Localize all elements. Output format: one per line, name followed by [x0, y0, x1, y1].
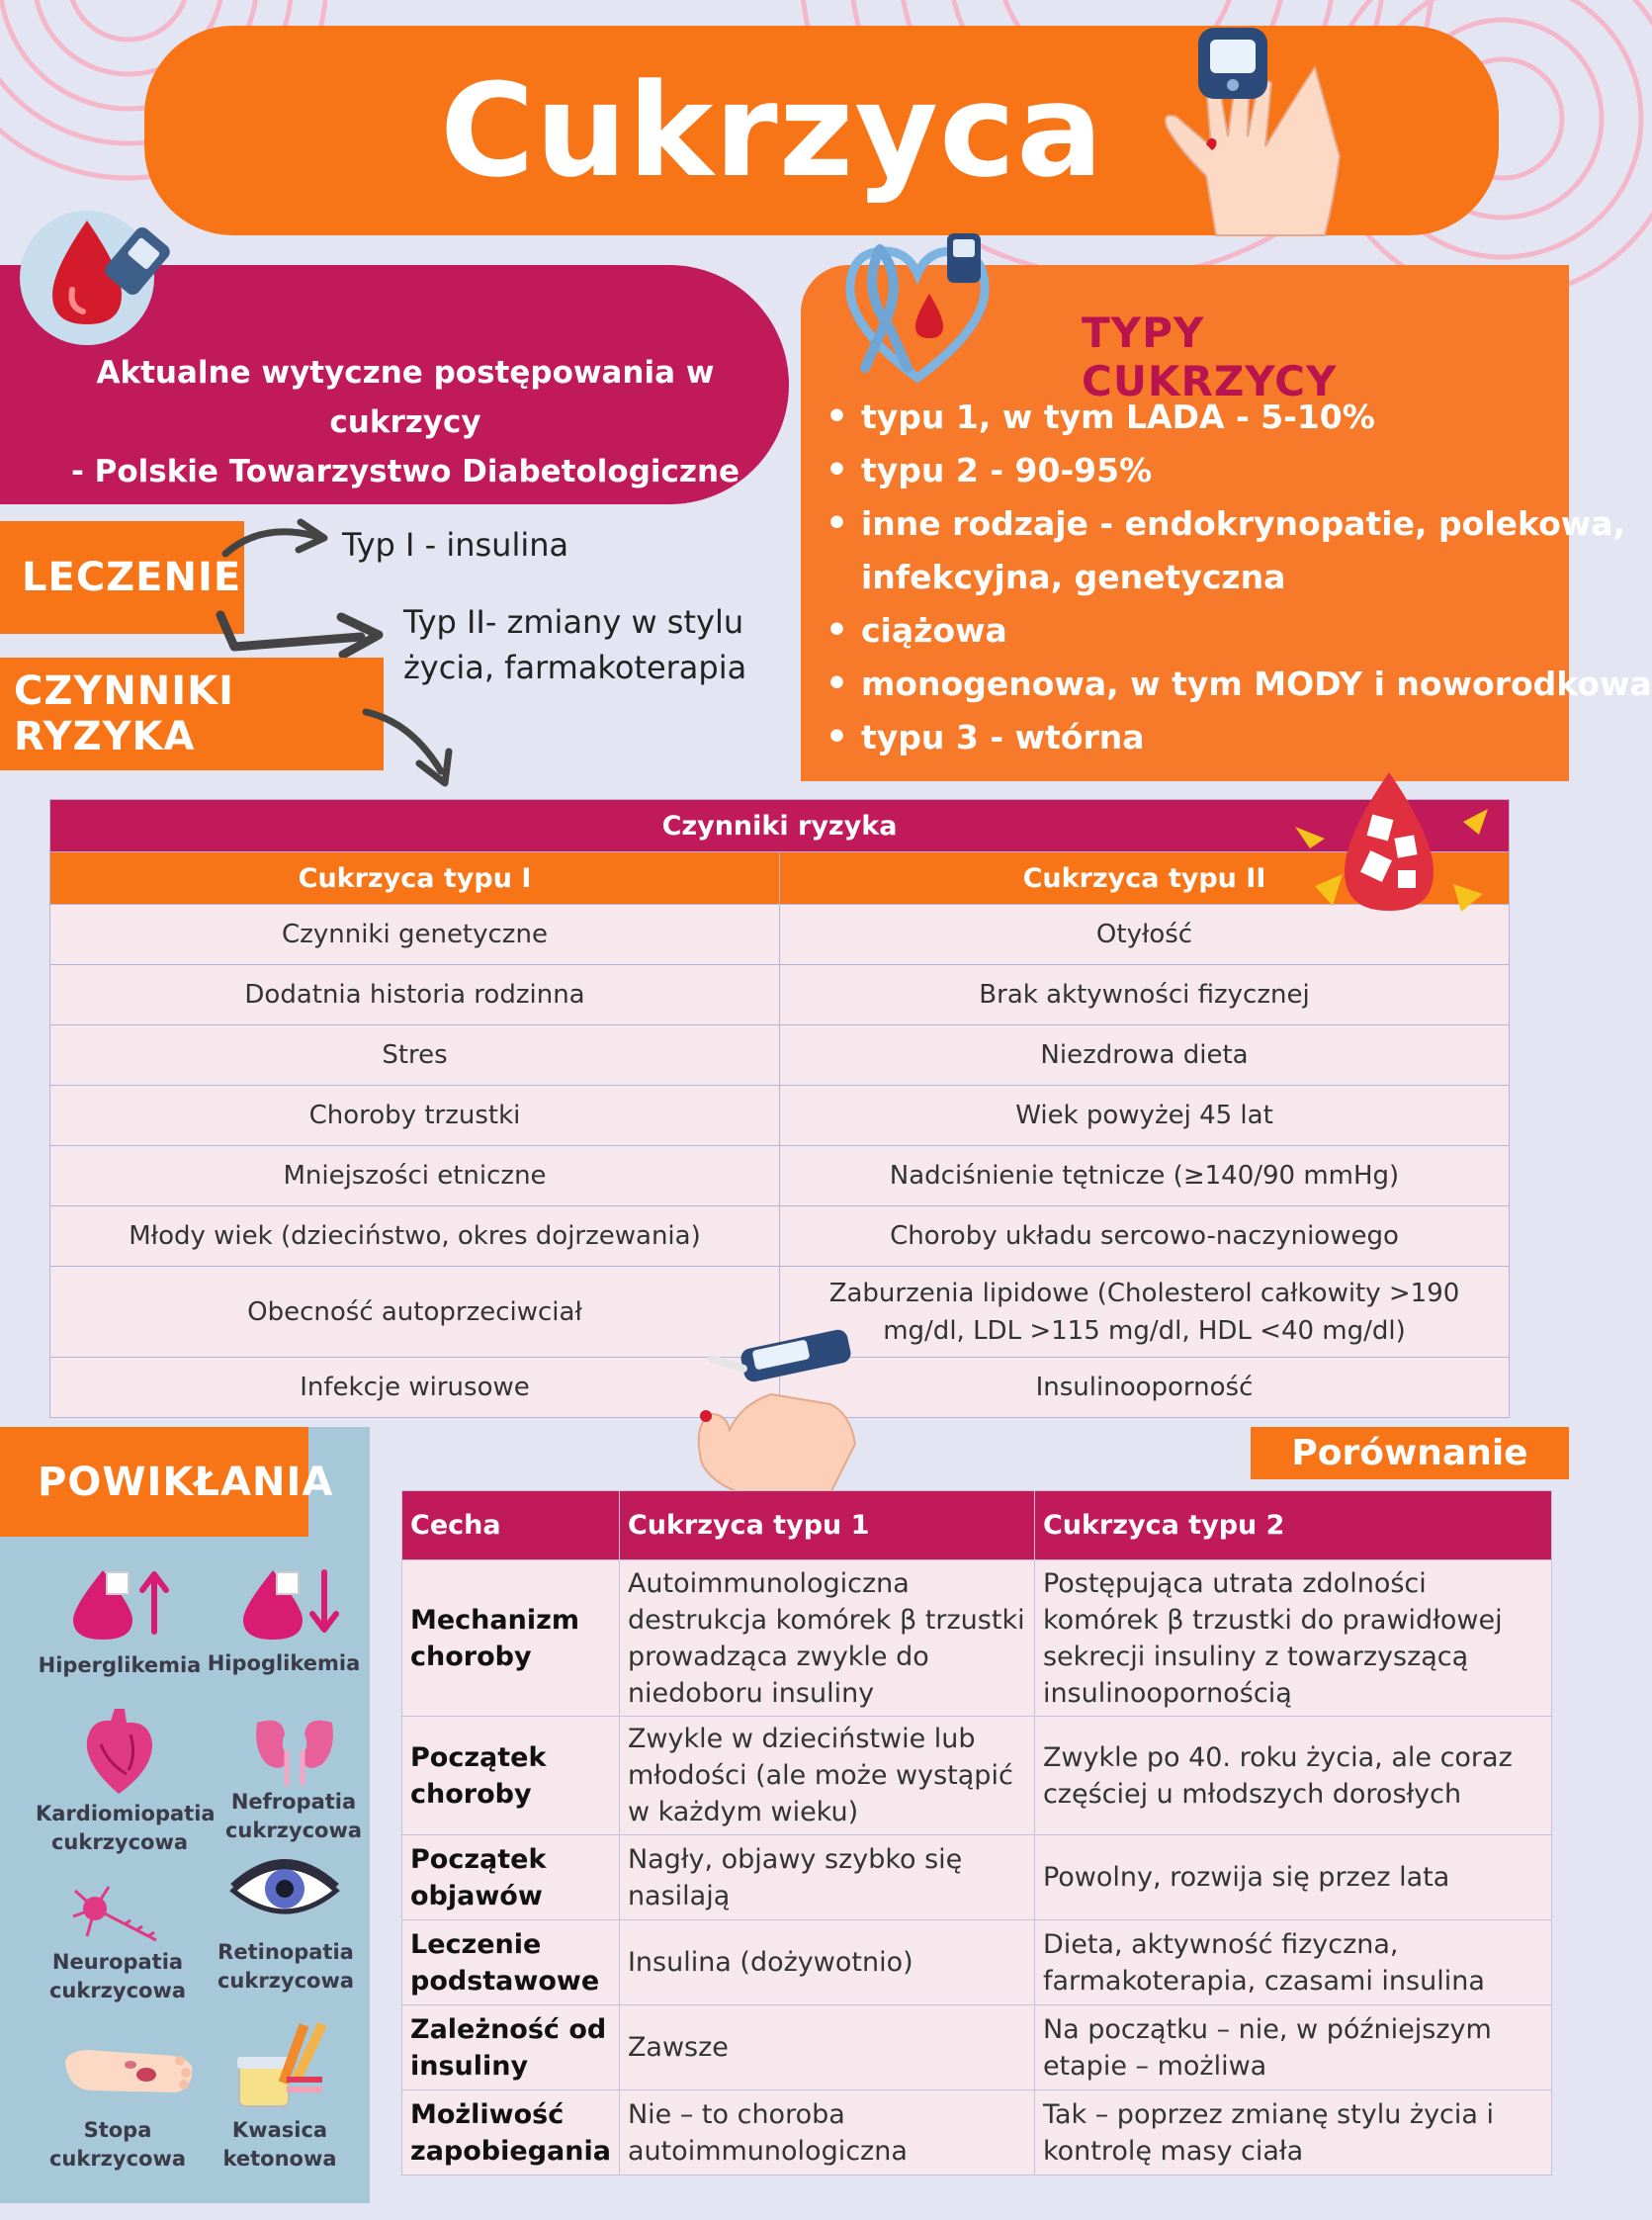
list-item-line: infekcyjna, genetyczna [861, 558, 1286, 596]
table-cell: Autoimmunologiczna destrukcja komórek β trzustki prowadząca zwykle do niedoboru insuliny [619, 1560, 1034, 1717]
table-cell: Stres [50, 1025, 780, 1086]
table-cell: Na początku – nie, w późniejszym etapie – możliwa [1034, 2005, 1551, 2090]
table-cell: Początek choroby [402, 1717, 620, 1835]
comparison-header-type2: Cukrzyca typu 2 [1034, 1491, 1551, 1560]
heart-icon [79, 1705, 158, 1796]
hypoglycemia-icon [235, 1562, 344, 1642]
comparison-table [401, 1490, 1552, 2176]
list-item: • typu 1, w tym LADA - 5-10% [826, 391, 1577, 444]
neuron-icon [65, 1881, 164, 1946]
list-item: • typu 3 - wtórna [826, 711, 1577, 764]
arrow-icon [362, 702, 461, 791]
page-title: Cukrzyca [440, 55, 1104, 206]
table-cell: Zaburzenia lipidowe (Cholesterol całkowity >190 mg/dl, LDL >115 mg/dl, HDL <40 mg/dl) [780, 1267, 1510, 1358]
sugar-blood-drop-icon [1285, 767, 1493, 935]
table-row [402, 2005, 1552, 2090]
table-cell: Możliwość zapobiegania [402, 2090, 620, 2176]
table-cell: Dieta, aktywność fizyczna, farmakoterapia, czasami insulina [1034, 1920, 1551, 2005]
treatment-type1: Typ I - insulina [342, 526, 569, 564]
table-cell: Postępująca utrata zdolności komórek β trzustki do prawidłowej sekrecji insuliny z towarzyszącą insulinoopornością [1034, 1560, 1551, 1717]
guidelines-line2: - Polskie Towarzystwo Diabetologiczne [70, 454, 740, 489]
risk-col-type1: Cukrzyca typu I [50, 852, 780, 905]
table-cell: Obecność autoprzeciwciał [50, 1267, 780, 1358]
foot-icon [61, 2041, 196, 2098]
risk-col-type2: Cukrzyca typu II [780, 852, 1510, 905]
glucometer-finger-icon [682, 1335, 860, 1493]
comparison-label: Porównanie [1251, 1427, 1569, 1479]
treatment-label: LECZENIE [0, 521, 244, 634]
table-cell: Zwykle po 40. roku życia, ale coraz częściej u młodszych dorosłych [1034, 1717, 1551, 1835]
complication-nephropathy: Nefropatia cukrzycowa [224, 1790, 363, 1842]
table-cell: Choroby układu sercowo-naczyniowego [780, 1206, 1510, 1267]
table-row [50, 1086, 1510, 1146]
table-row [50, 1206, 1510, 1267]
list-item [826, 497, 1626, 604]
comparison-header-type1: Cukrzyca typu 1 [619, 1491, 1034, 1560]
heart-ribbon-glucometer-icon [830, 229, 1003, 388]
complication-neuropathy: Neuropatia cukrzycowa [48, 1950, 187, 2002]
glucometer-hand-icon [1137, 28, 1345, 235]
table-cell: Insulinooporność [780, 1358, 1510, 1418]
hyperglycemia-icon [65, 1562, 174, 1642]
table-cell: Dodatnia historia rodzinna [50, 965, 780, 1025]
table-row [50, 965, 1510, 1025]
arrow-icon [221, 514, 332, 564]
table-cell: Insulina (dożywotnio) [619, 1920, 1034, 2005]
risk-table-title: Czynniki ryzyka [50, 800, 1510, 852]
complication-hyperglycemia: Hiperglikemia [38, 1653, 202, 1677]
table-cell: Młody wiek (dzieciństwo, okres dojrzewania) [50, 1206, 780, 1267]
table-cell: Niezdrowa dieta [780, 1025, 1510, 1086]
complication-hypoglycemia: Hipoglikemia [207, 1651, 361, 1675]
table-cell: Wiek powyżej 45 lat [780, 1086, 1510, 1146]
treatment-type2-line1: Typ II- zmiany w stylu [403, 603, 744, 641]
arrow-icon [213, 601, 391, 661]
table-cell: Zawsze [619, 2005, 1034, 2090]
table-row [402, 1717, 1552, 1835]
table-cell: Brak aktywności fizycznej [780, 965, 1510, 1025]
table-row [402, 1835, 1552, 1920]
table-cell: Infekcje wirusowe [50, 1358, 780, 1418]
table-row [402, 1560, 1552, 1717]
complication-retinopathy: Retinopatia cukrzycowa [217, 1940, 355, 1993]
table-cell: Nadciśnienie tętnicze (≥140/90 mmHg) [780, 1146, 1510, 1206]
risk-factors-label: CZYNNIKI RYZYKA [0, 658, 384, 770]
table-cell: Tak – poprzez zmianę stylu życia i kontrolę masy ciała [1034, 2090, 1551, 2176]
table-cell: Leczenie podstawowe [402, 1920, 620, 2005]
complication-ketoacidosis: Kwasica ketonowa [222, 2118, 337, 2171]
table-row [402, 1920, 1552, 2005]
kidneys-icon [249, 1711, 340, 1786]
list-item: • typu 2 - 90-95% [826, 444, 1577, 497]
table-cell: Zwykle w dzieciństwie lub młodości (ale może wystąpić w każdym wieku) [619, 1717, 1034, 1835]
complications-label: POWIKŁANIA [0, 1427, 308, 1537]
urine-test-strips-icon [233, 2017, 332, 2112]
table-row [50, 1146, 1510, 1206]
table-cell: Początek objawów [402, 1835, 620, 1920]
table-cell: Czynniki genetyczne [50, 905, 780, 965]
table-cell: Mniejszości etniczne [50, 1146, 780, 1206]
comparison-header-feature: Cecha [402, 1491, 620, 1560]
table-cell: Mechanizm choroby [402, 1560, 620, 1717]
table-cell: Otyłość [780, 905, 1510, 965]
treatment-type2-line2: życia, farmakoterapia [403, 649, 747, 686]
table-cell: Nagły, objawy szybko się nasilają [619, 1835, 1034, 1920]
table-row [50, 1025, 1510, 1086]
table-cell: Zależność od insuliny [402, 2005, 620, 2090]
guidelines-title [30, 348, 781, 496]
list-item-line: inne rodzaje - endokrynopatie, polekowa, [861, 504, 1626, 543]
types-list [826, 391, 1652, 764]
table-row [402, 2090, 1552, 2176]
blood-drop-icon [18, 201, 166, 349]
complication-cardiomyopathy: Kardiomiopatia cukrzycowa [36, 1802, 216, 1854]
guidelines-line1: Aktualne wytyczne postępowania w cukrzycy [96, 355, 715, 440]
list-item: • monogenowa, w tym MODY i noworodkowa [826, 658, 1577, 711]
treatment-type2 [403, 599, 799, 690]
eye-icon [229, 1857, 340, 1918]
complication-diabetic-foot: Stopa cukrzycowa [48, 2118, 187, 2171]
table-cell: Choroby trzustki [50, 1086, 780, 1146]
list-item: • ciążowa [826, 604, 1577, 658]
table-cell: Powolny, rozwija się przez lata [1034, 1835, 1551, 1920]
types-heading: TYPY CUKRZYCY [1082, 309, 1338, 405]
table-cell: Nie – to choroba autoimmunologiczna [619, 2090, 1034, 2176]
